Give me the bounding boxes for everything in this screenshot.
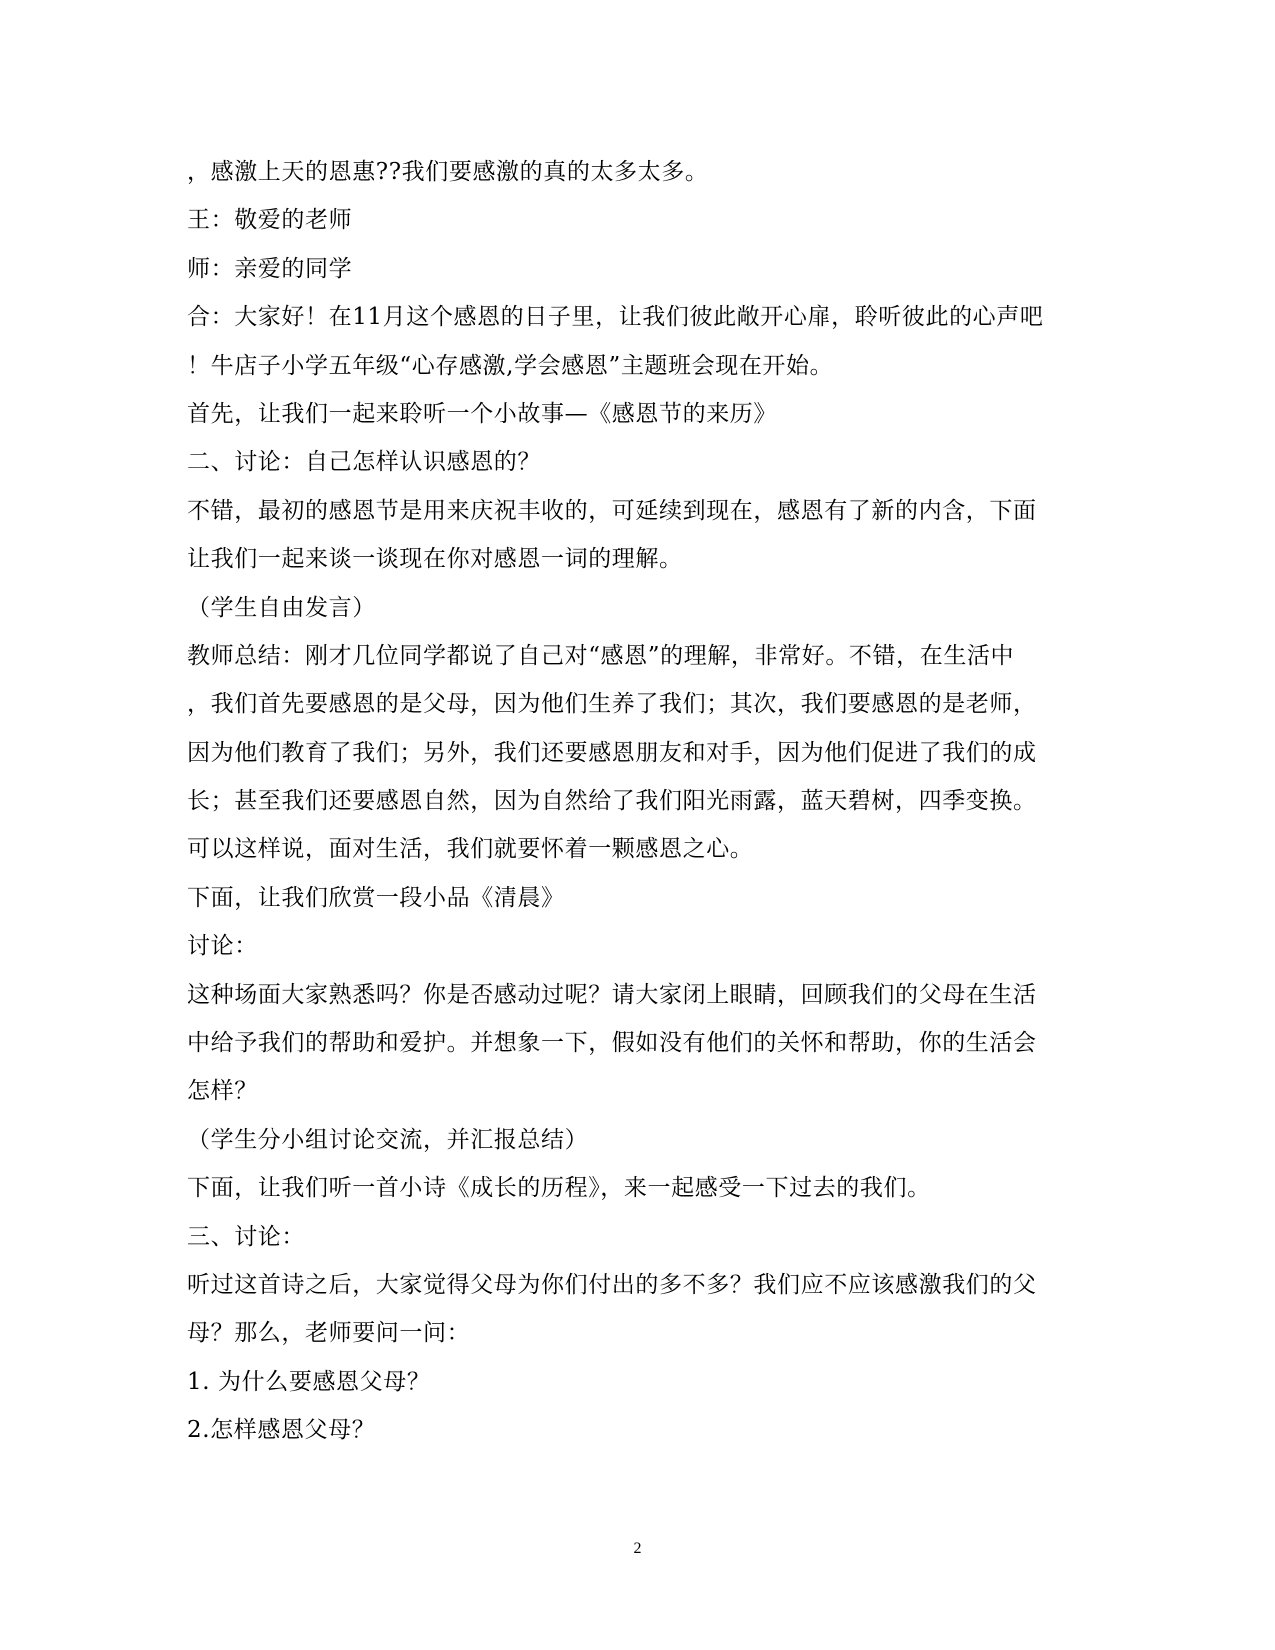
text-line: 下面，让我们欣赏一段小品《清晨》 bbox=[187, 884, 565, 911]
text-line: ，感激上天的恩惠??我们要感激的真的太多太多。 bbox=[187, 159, 709, 185]
text-line: 师：亲爱的同学 bbox=[187, 255, 353, 282]
text-line: 因为他们教育了我们；另外，我们还要感恩朋友和对手，因为他们促进了我们的成 bbox=[187, 739, 1037, 766]
document-body bbox=[187, 148, 1087, 1455]
section-heading: 三、讨论： bbox=[187, 1223, 305, 1250]
text-line: 讨论： bbox=[187, 933, 258, 960]
text-line: ！牛店子小学五年级“心存感激,学会感恩”主题班会现在开始。 bbox=[187, 352, 834, 379]
section-heading: 二、讨论：自己怎样认识感恩的？ bbox=[187, 449, 541, 476]
text-line: 长；甚至我们还要感恩自然，因为自然给了我们阳光雨露，蓝天碧树，四季变换。 bbox=[187, 788, 1037, 815]
list-item: 2.怎样感恩父母？ bbox=[187, 1417, 376, 1444]
text-line: 让我们一起来谈一谈现在你对感恩一词的理解。 bbox=[187, 546, 683, 573]
text-line: 怎样？ bbox=[187, 1078, 258, 1105]
text-line: 母？那么，老师要问一问： bbox=[187, 1320, 471, 1347]
text-line: 听过这首诗之后，大家觉得父母为你们付出的多不多？我们应不应该感激我们的父 bbox=[187, 1271, 1037, 1298]
text-line: 中给予我们的帮助和爱护。并想象一下，假如没有他们的关怀和帮助，你的生活会 bbox=[187, 1030, 1037, 1057]
text-line: 教师总结：刚才几位同学都说了自己对“感恩”的理解，非常好。不错，在生活中 bbox=[187, 642, 1015, 669]
text-line: （学生分小组讨论交流，并汇报总结） bbox=[187, 1126, 589, 1153]
page-number: 2 bbox=[633, 1540, 642, 1557]
text-line: 王：敬爱的老师 bbox=[187, 207, 353, 234]
text-line: 合：大家好！在11月这个感恩的日子里，让我们彼此敞开心扉，聆听彼此的心声吧 bbox=[187, 304, 1044, 331]
text-line: 不错，最初的感恩节是用来庆祝丰收的，可延续到现在，感恩有了新的内含，下面 bbox=[187, 497, 1037, 524]
text-line: ，我们首先要感恩的是父母，因为他们生养了我们；其次，我们要感恩的是老师， bbox=[187, 691, 1037, 718]
text-line: 可以这样说，面对生活，我们就要怀着一颗感恩之心。 bbox=[187, 836, 754, 863]
text-line: 首先，让我们一起来聆听一个小故事—《感恩节的来历》 bbox=[187, 400, 777, 427]
text-line: 下面，让我们听一首小诗《成长的历程》，来一起感受一下过去的我们。 bbox=[187, 1175, 931, 1202]
list-item: 1. 为什么要感恩父母？ bbox=[187, 1368, 431, 1395]
text-line: （学生自由发言） bbox=[187, 594, 376, 621]
text-line: 这种场面大家熟悉吗？你是否感动过呢？请大家闭上眼睛，回顾我们的父母在生活 bbox=[187, 981, 1037, 1008]
